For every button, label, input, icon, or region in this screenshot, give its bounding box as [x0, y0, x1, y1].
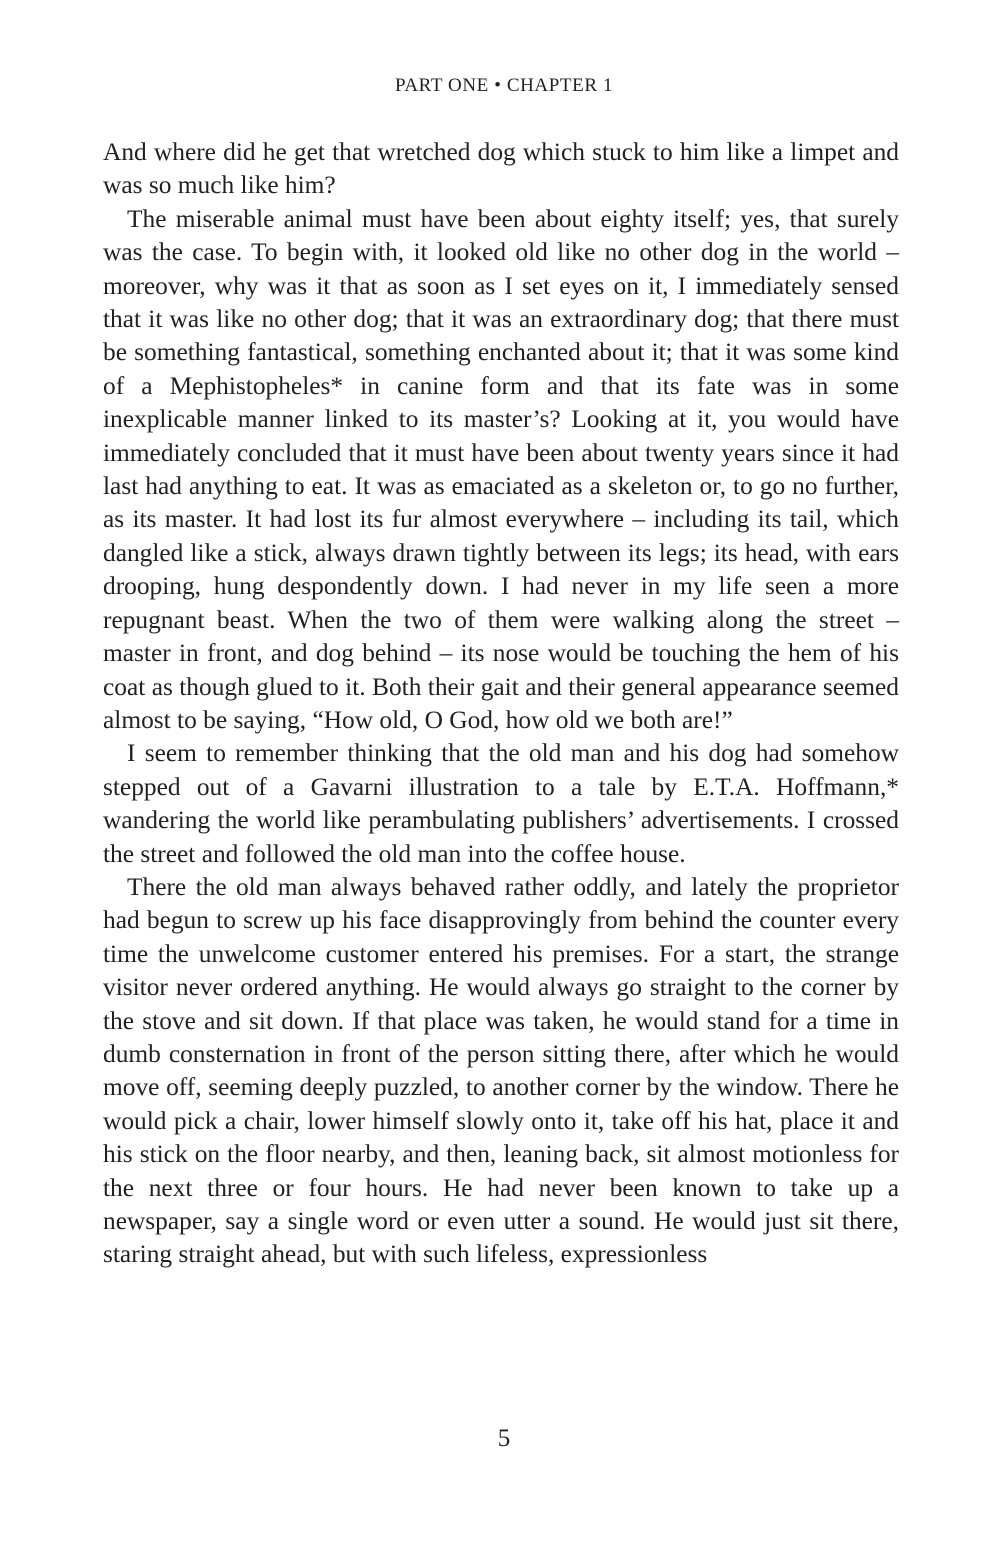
body-text — [103, 136, 899, 1272]
paragraph-2: The miserable animal must have been about eighty itself; yes, that surely was the case. To begin with, it looked old like no other dog in the world – moreover, why was it that as soon as I set eyes on it, I immediately sensed that it was like no other dog; that it was an extraordinary dog; that there must be something fantastical, something enchanted about it; that it was some kind of a Mephistopheles* in canine form and that its fate was in some inexplicable manner linked to its master’s? Looking at it, you would have immediately concluded that it must have been about twenty years since it had last had anything to eat. It was as emaciated as a skeleton or, to go no further, as its master. It had lost its fur almost everywhere – including its tail, which dangled like a stick, always drawn tightly between its legs; its head, with ears drooping, hung despondently down. I had never in my life seen a more repugnant beast. When the two of them were walking along the street – master in front, and dog behind – its nose would be touching the hem of his coat as though glued to it. Both their gait and their general appearance seemed almost to be saying, “How old, O God, how old we both are!” — [103, 204, 899, 734]
paragraph-4: There the old man always behaved rather oddly, and lately the proprietor had begun to screw up his face disapprovingly from behind the counter every time the unwelcome customer entered his premises. For a start, the strange visitor never ordered anything. He would always go straight to the corner by the stove and sit down. If that place was taken, he would stand for a time in dumb consternation in front of the person sitting there, after which he would move off, seeming deeply puzzled, to another corner by the window. There he would pick a chair, lower himself slowly onto it, take off his hat, place it and his stick on the floor nearby, and then, leaning back, sit almost motionless for the next three or four hours. He had never been known to take up a newspaper, say a single word or even utter a sound. He would just sit there, staring straight ahead, but with such lifeless, expressionless — [103, 872, 899, 1269]
page-number: 5 — [497, 1425, 511, 1452]
paragraph-1: And where did he get that wretched dog which stuck to him like a limpet and was so much like him? — [103, 138, 899, 200]
paragraph-3: I seem to remember thinking that the old man and his dog had somehow stepped out of a Gavarni illustration to a tale by E.T.A. Hoffmann,* wandering the world like perambulating publishers’ advertisements. I crossed the street and followed the old man into the coffee house. — [103, 739, 899, 868]
running-head: PART ONE • CHAPTER 1 — [394, 75, 614, 96]
